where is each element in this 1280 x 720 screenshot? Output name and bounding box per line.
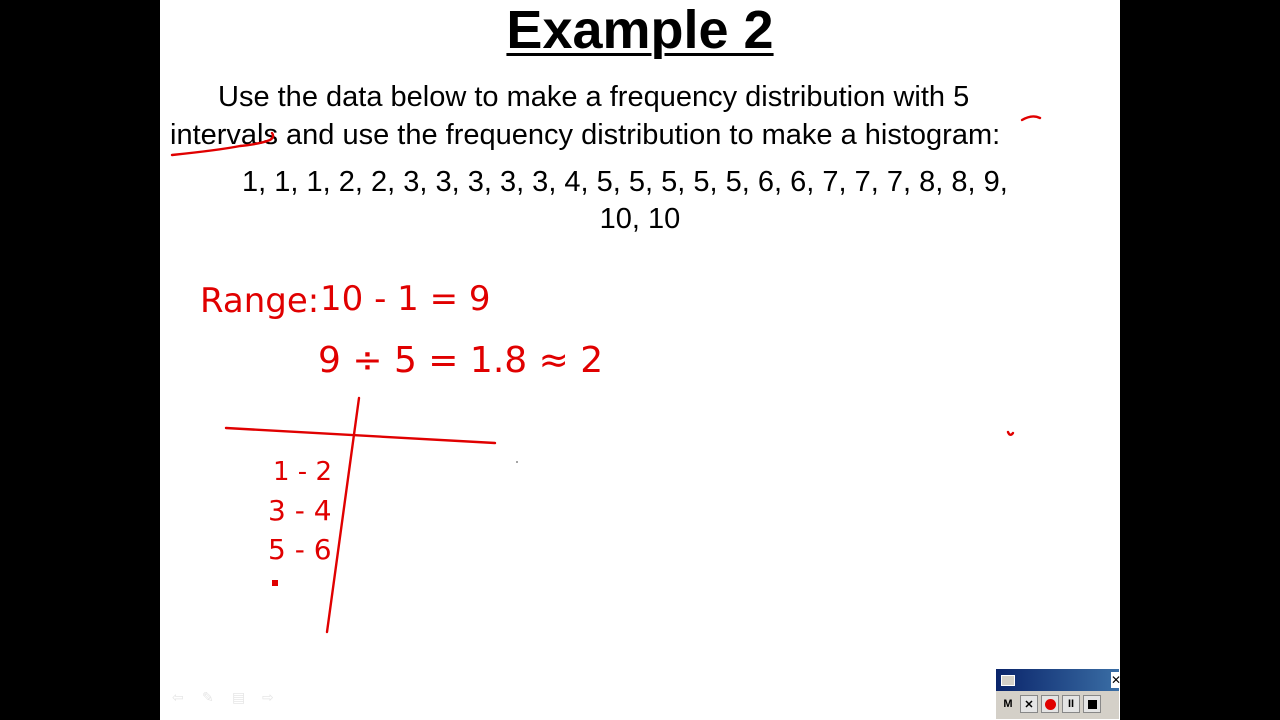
instruction-line-2: intervals and use the frequency distribution to make a histogram: [170,119,1001,151]
stray-mark [1008,432,1013,435]
interval-1: 1 - 2 [273,457,332,487]
next-slide-icon[interactable]: ⇨ [262,689,274,705]
previous-slide-icon[interactable]: ⇦ [172,689,184,705]
record-icon [1045,699,1056,710]
pen-cursor [272,580,278,586]
underline-five [1022,116,1040,120]
record-button[interactable] [1041,695,1059,713]
recorder-titlebar [996,669,1122,691]
table-horizontal-line [226,428,495,443]
range-calculation: 10 - 1 = 9 [320,279,491,319]
slide-menu-icon[interactable]: ▤ [232,689,246,705]
pause-button[interactable]: II [1062,695,1080,713]
recorder-m-button[interactable]: M [1003,698,1013,710]
slide-navigation [172,690,282,704]
data-values-line-2: 10, 10 [599,203,681,235]
data-values-line-1: 1, 1, 1, 2, 2, 3, 3, 3, 3, 3, 4, 5, 5, 5, 5, 5, 6, 6, 7, 7, 7, 8, 8, 9, [242,166,1008,198]
screen-recorder-toolbar [995,668,1120,720]
range-label: Range: [200,281,320,321]
interval-2: 3 - 4 [268,494,332,527]
table-vertical-line [327,398,359,632]
instruction-line-1: Use the data below to make a frequency distribution with 5 [218,81,970,113]
slide-title: Example 2 [506,0,774,60]
stop-icon [1088,700,1097,709]
stop-button[interactable] [1083,695,1101,713]
window-icon [1001,675,1015,686]
recorder-close-button[interactable]: ✕ [1111,673,1122,687]
pen-tool-icon[interactable]: ✎ [202,689,214,705]
stray-dot [516,461,518,463]
recorder-controls [996,691,1119,717]
recorder-close-x-button[interactable]: ✕ [1020,695,1038,713]
class-width-calculation: 9 ÷ 5 = 1.8 ≈ 2 [318,340,604,381]
slide [160,0,1120,720]
interval-3: 5 - 6 [268,533,332,566]
